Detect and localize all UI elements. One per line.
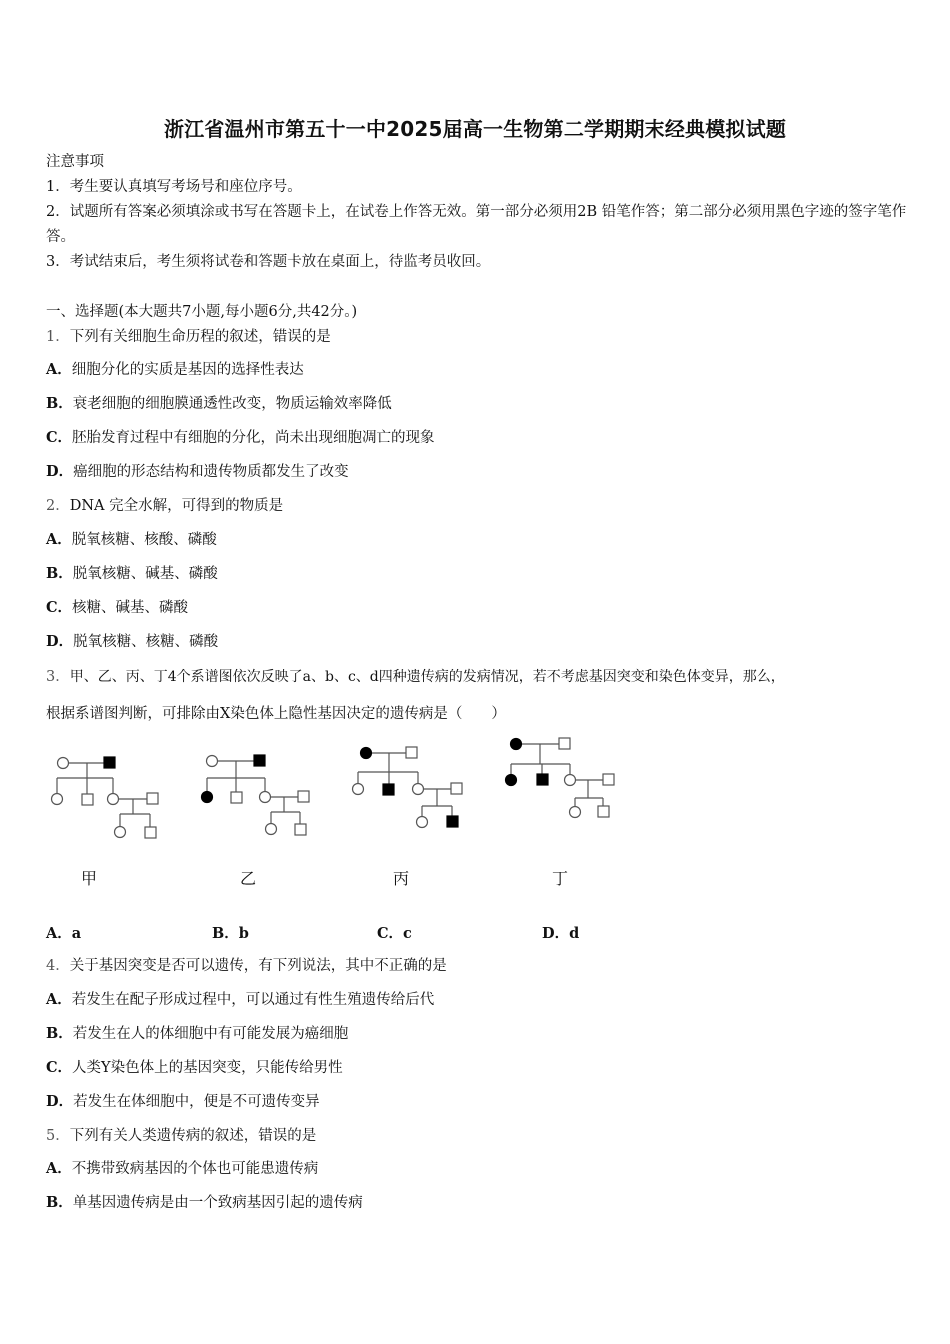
- notice-heading: 注意事项: [46, 154, 104, 170]
- q2-option-a[interactable]: [46, 530, 217, 550]
- male-normal: [295, 824, 306, 835]
- option-text: 癌细胞的形态结构和遗传物质都发生了改变: [73, 464, 349, 480]
- female-normal: [413, 784, 424, 795]
- male-normal: [298, 791, 309, 802]
- female-normal: [58, 758, 69, 769]
- option-letter: A．: [46, 925, 72, 942]
- male-affected: [104, 757, 115, 768]
- question-5: [46, 1126, 316, 1146]
- question-stem: 关于基因突变是否可以遗传，有下列说法，其中不正确的是: [69, 958, 447, 974]
- option-letter: D．: [46, 1093, 74, 1110]
- female-normal: [115, 827, 126, 838]
- question-stem-line1: 甲、乙、丙、丁4个系谱图依次反映了a、b、c、d四种遗传病的发病情况，若不考虑基因突变和染色体变异，那么，: [69, 669, 785, 685]
- option-letter: D．: [46, 633, 74, 650]
- male-normal: [598, 806, 609, 817]
- female-normal: [52, 794, 63, 805]
- male-normal: [82, 794, 93, 805]
- female-normal: [108, 794, 119, 805]
- q4-option-d[interactable]: [46, 1092, 320, 1112]
- q3-option-d[interactable]: [542, 922, 579, 943]
- question-number: 1．: [46, 329, 70, 345]
- option-text: c: [403, 925, 412, 942]
- option-text: 人类Y染色体上的基因突变，只能传给男性: [72, 1060, 343, 1076]
- q4-option-a[interactable]: [46, 990, 434, 1010]
- q1-option-a[interactable]: [46, 360, 304, 380]
- option-letter: B．: [46, 1194, 73, 1211]
- female-normal: [266, 824, 277, 835]
- option-text: 胚胎发育过程中有细胞的分化，尚未出现细胞凋亡的现象: [72, 430, 435, 446]
- option-letter: C．: [46, 599, 73, 616]
- option-text: 不携带致病基因的个体也可能患遗传病: [71, 1161, 319, 1177]
- option-text: 若发生在配子形成过程中，可以通过有性生殖遗传给后代: [71, 992, 435, 1008]
- q1-option-c[interactable]: [46, 428, 435, 448]
- option-letter: C．: [377, 925, 404, 942]
- q2-option-b[interactable]: [46, 564, 218, 584]
- female-normal: [207, 756, 218, 767]
- male-affected: [537, 774, 548, 785]
- pedigree-diagrams: [40, 732, 640, 852]
- question-4: [46, 956, 447, 976]
- question-2: [46, 496, 283, 516]
- female-normal: [570, 807, 581, 818]
- option-text: 单基因遗传病是由一个致病基因引起的遗传病: [72, 1195, 363, 1211]
- question-3-line2: 根据系谱图判断，可排除由X染色体上隐性基因决定的遗传病是（ ）: [46, 706, 506, 722]
- option-letter: A．: [46, 1160, 72, 1177]
- q5-option-a[interactable]: [46, 1159, 318, 1179]
- question-number: 2．: [46, 498, 70, 514]
- male-affected: [383, 784, 394, 795]
- notice-item-1: 1．考生要认真填写考场号和座位序号。: [46, 179, 302, 195]
- q3-option-a[interactable]: [46, 922, 81, 943]
- notice-item-3: 3．考试结束后，考生须将试卷和答题卡放在桌面上，待监考员收回。: [46, 254, 491, 270]
- section-heading: 一、选择题(本大题共7小题,每小题6分,共42分。): [46, 304, 358, 320]
- option-letter: B．: [46, 1025, 73, 1042]
- male-normal: [406, 747, 417, 758]
- option-text: d: [569, 925, 580, 942]
- q4-option-c[interactable]: [46, 1058, 343, 1078]
- female-normal: [260, 792, 271, 803]
- option-text: 脱氧核糖、核酸、磷酸: [71, 532, 217, 548]
- q3-option-b[interactable]: [212, 922, 249, 943]
- female-affected: [202, 792, 213, 803]
- female-affected: [506, 775, 517, 786]
- q2-option-d[interactable]: [46, 632, 218, 652]
- pedigree-label-jia: 甲: [81, 869, 98, 888]
- option-text: b: [238, 925, 249, 942]
- pedigree-label-bing: 丙: [393, 869, 410, 888]
- question-stem: DNA 完全水解，可得到的物质是: [69, 498, 284, 514]
- option-letter: D．: [542, 925, 570, 942]
- question-1: [46, 327, 331, 347]
- option-letter: A．: [46, 531, 72, 548]
- female-normal: [353, 784, 364, 795]
- pedigree-ding: [506, 738, 615, 818]
- option-text: 细胞分化的实质是基因的选择性表达: [71, 362, 304, 378]
- notice-item-2: 2．试题所有答案必须填涂或书写在答题卡上，在试卷上作答无效。第一部分必须用2B 铅笔作答；第二部分必须用黑色字迹的签字笔作答。: [46, 204, 907, 245]
- male-normal: [559, 738, 570, 749]
- q4-option-b[interactable]: [46, 1024, 348, 1044]
- question-number: 5．: [46, 1128, 70, 1144]
- option-letter: C．: [46, 429, 73, 446]
- pedigree-bing: [353, 747, 463, 828]
- option-letter: C．: [46, 1059, 73, 1076]
- question-number: 3．: [46, 669, 70, 685]
- option-letter: D．: [46, 463, 74, 480]
- question-number: 4．: [46, 958, 70, 974]
- pedigree-label-yi: 乙: [240, 869, 257, 888]
- q5-option-b[interactable]: [46, 1193, 363, 1213]
- pedigree-jia: [52, 757, 159, 838]
- page-title: 浙江省温州市第五十一中2025届高一生物第二学期期末经典模拟试题: [163, 117, 787, 141]
- female-affected: [511, 739, 522, 750]
- female-normal: [417, 817, 428, 828]
- option-letter: B．: [212, 925, 239, 942]
- q3-option-c[interactable]: [377, 922, 412, 943]
- male-normal: [451, 783, 462, 794]
- question-stem: 下列有关细胞生命历程的叙述，错误的是: [69, 329, 331, 345]
- q2-option-c[interactable]: [46, 598, 188, 618]
- male-normal: [231, 792, 242, 803]
- option-text: 脱氧核糖、碱基、磷酸: [72, 566, 218, 582]
- option-text: 核糖、碱基、磷酸: [72, 600, 189, 616]
- option-letter: B．: [46, 395, 73, 412]
- male-affected: [254, 755, 265, 766]
- option-text: a: [71, 925, 82, 942]
- q1-option-d[interactable]: [46, 462, 349, 482]
- question-stem: 下列有关人类遗传病的叙述，错误的是: [69, 1128, 317, 1144]
- male-normal: [147, 793, 158, 804]
- option-letter: B．: [46, 565, 73, 582]
- option-text: 若发生在体细胞中，便是不可遗传变异: [73, 1094, 320, 1110]
- option-text: 若发生在人的体细胞中有可能发展为癌细胞: [72, 1026, 349, 1042]
- female-affected: [361, 748, 372, 759]
- option-text: 脱氧核糖、核糖、磷酸: [73, 634, 219, 650]
- pedigree-yi: [202, 755, 310, 835]
- pedigree-label-ding: 丁: [552, 869, 569, 888]
- female-normal: [565, 775, 576, 786]
- question-3: [46, 667, 785, 687]
- q1-option-b[interactable]: [46, 394, 392, 414]
- male-affected: [447, 816, 458, 827]
- option-letter: A．: [46, 991, 72, 1008]
- option-text: 衰老细胞的细胞膜通透性改变，物质运输效率降低: [72, 396, 392, 412]
- option-letter: A．: [46, 361, 72, 378]
- male-normal: [145, 827, 156, 838]
- male-normal: [603, 774, 614, 785]
